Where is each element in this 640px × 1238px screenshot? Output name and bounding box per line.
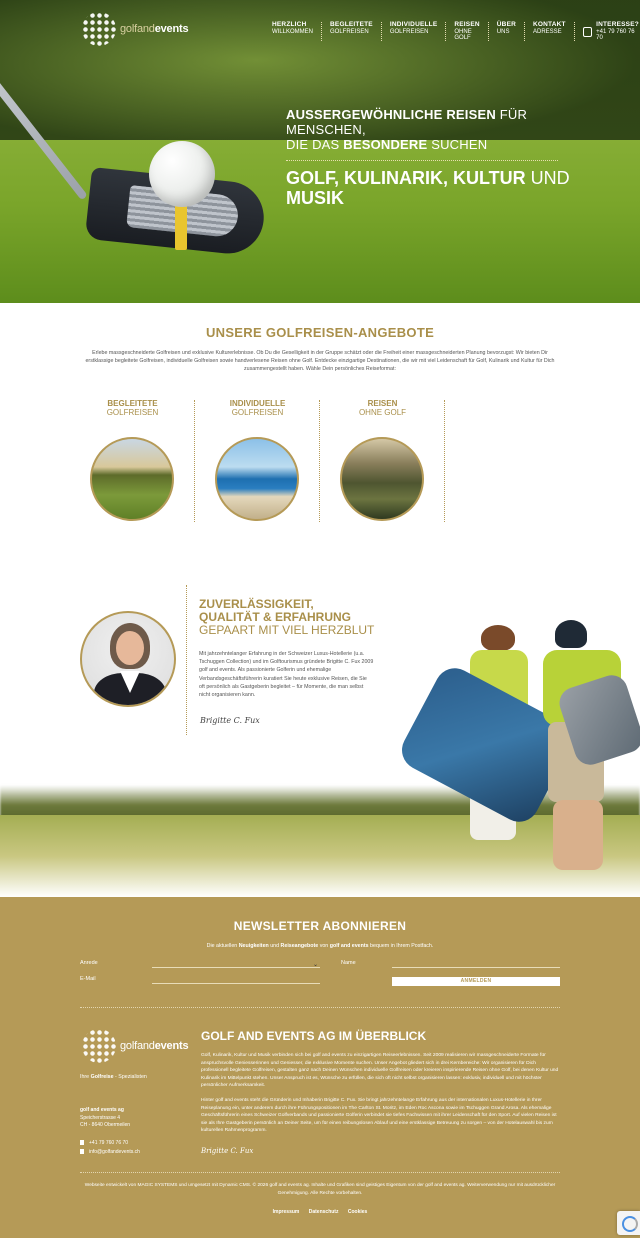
site-logo[interactable] xyxy=(82,12,188,46)
quality-divider xyxy=(186,585,187,735)
footer-signature: Brigitte C. Fux xyxy=(201,1147,254,1155)
anrede-label: Anrede xyxy=(80,960,98,966)
quality-text: Mit jahrzehntelanger Erfahrung in der Schweizer Luxus-Hotellerie (u.a. Tschuggen Collection) und im Golftourismus gründete Brigitte C. Fux 2009 golf and events. Als passionierte Golferin und ehemalige Verbandsgeschäftsführerin kuratiert Sie heute exklusive Reisen, die Sie oft persönlich als Gastgeberin begleitet – für Momente, die man selbst nicht organisieren kann. xyxy=(199,651,374,699)
footer-contact xyxy=(80,1139,140,1157)
offers-heading: UNSERE GOLFREISEN-ANGEBOTE xyxy=(205,325,435,340)
card-begleitete-image[interactable] xyxy=(90,437,174,521)
footer-email[interactable]: info@golfandevents.ch xyxy=(80,1148,140,1157)
hero-divider xyxy=(286,160,558,161)
newsletter-heading: NEWSLETTER ABONNIEREN xyxy=(233,919,407,933)
nav-item-interesse[interactable]: INTERESSE? +41 79 760 76 70 xyxy=(575,22,640,41)
newsletter-section xyxy=(0,897,640,1238)
nav-item-ueber-uns[interactable]: ÜBER UNS xyxy=(489,22,525,41)
email-label: E-Mail xyxy=(80,976,96,982)
chevron-down-icon: ⌄ xyxy=(313,962,319,968)
golf-ball xyxy=(149,141,215,207)
footer-divider xyxy=(80,1172,560,1173)
card-individuelle-image[interactable] xyxy=(215,437,299,521)
footer-tagline: Ihre Golfreise - Spezialisten xyxy=(80,1074,147,1080)
nav-item-individuelle[interactable]: INDIVIDUELLE GOLFREISEN xyxy=(382,22,447,41)
offer-cards xyxy=(70,400,460,525)
offers-intro: Erlebe massgeschneiderte Golfreisen und exklusive Kulturerlebnisse. Ob Du die Geselligkeit in der Gruppe schätzt oder die Freiheit einer massgeschneiderten Planung bevorzugst: Wir bieten Dir erstklassige begleitete Golfreisen, individuelle Golfreisen sowie handverlesene Reisen ohne Golf. Entdecke einzigartige Destinationen, die wir mit viel Leidenschaft für Golf, Kulinarik und Kultur für Dich zusammengestellt haben. Wähle Dein persönliches Reiseformat: xyxy=(85,350,555,372)
overview-text-2: Hinter golf and events steht die Gründerin und Inhaberin Brigitte C. Fux. Sie bringt jahrzehntelange Erfahrung aus der internationalen Luxus-Hotellerie in Ihrer Reiseplanung ein, unter anderem durch ihre Führungspositionen im The Carlton St. Moritz, im Eden Roc Ascona sowie im Tschuggen Grand Arosa. Als ehemalige Geschäftsführerin eines Schweizer Golfverbands und passionierte Golferin verbindet sie tiefes Fachwissen mit ihrer Leidenschaft für den Sport. Auf vielen Reisen ist sie als Ihre Gastgeberin persönlich an Deiner Seite, um für einen reibungslosen Ablauf und eine erstklassige Betreuung zu sorgen – von der Hotelauswahl bis zum kulturellen Rahmenprogramm. xyxy=(201,1098,557,1134)
card-individuelle[interactable]: INDIVIDUELLE GOLFREISEN xyxy=(195,400,320,525)
cookies-link[interactable]: Cookies xyxy=(347,1209,368,1215)
logo-dots-icon xyxy=(82,1029,116,1063)
footer-address: golf and events ag Speicherstrasse 4 CH - 8640 Obermeilen xyxy=(80,1107,131,1128)
overview-heading: GOLF AND EVENTS AG IM ÜBERBLICK xyxy=(201,1029,427,1043)
card-reisen-ohne-golf[interactable]: REISEN OHNE GOLF xyxy=(320,400,445,525)
phone-icon xyxy=(583,27,592,37)
nav-item-reisen[interactable]: REISEN OHNE GOLF xyxy=(446,22,488,41)
hero-section xyxy=(0,0,640,303)
overview-text-1: Golf, Kulinarik, Kultur und Musik verbinden sich bei golf and events zu einzigartigen Reiseerlebnissen. Seit 2009 realisieren wir massgeschneiderte Formate für anspruchsvolle Geniesserinnen und Geniesser, die exklusive Momente suchen. Unser Angebot gliedert sich in drei Kernbereiche: Wir organisieren für Dich professionell begleitete Golfreisen, gestalten ganz nach Deinen Wünschen individuelle Golfreisen oder kreieren inspirierende Reisen ohne Golf, bei denen Kultur und Kulinarik im Mittelpunkt stehen. Unser Anspruch ist es, Wünsche zu erfüllen, die sich oft nicht selbst organisieren lassen: exklusiv, individuell und mit höchster persönlicher Aufmerksamkeit. xyxy=(201,1053,559,1089)
phone-icon xyxy=(80,1140,84,1145)
name-field[interactable] xyxy=(392,960,560,968)
card-reisen-image[interactable] xyxy=(340,437,424,521)
nav-item-kontakt[interactable]: KONTAKT ADRESSE xyxy=(525,22,575,41)
nav-item-willkommen[interactable]: HERZLICH WILLKOMMEN xyxy=(272,22,322,41)
email-field[interactable] xyxy=(152,976,320,984)
impressum-link[interactable]: Impressum xyxy=(272,1209,300,1215)
logo-text-suffix: events xyxy=(154,23,189,35)
logo-text-mid: and xyxy=(136,23,155,35)
quality-heading: ZUVERLÄSSIGKEIT, QUALITÄT & ERFAHRUNG GEPAART MIT VIEL HERZBLUT xyxy=(199,597,375,638)
anrede-select[interactable] xyxy=(152,960,320,968)
founder-portrait xyxy=(80,611,176,707)
newsletter-divider xyxy=(80,1007,560,1008)
main-nav xyxy=(272,22,640,41)
footer-links xyxy=(0,1209,640,1215)
datenschutz-link[interactable]: Datenschutz xyxy=(308,1209,339,1215)
logo-dots-icon xyxy=(82,12,116,46)
name-label: Name xyxy=(341,960,356,966)
mail-icon xyxy=(80,1149,84,1154)
quality-signature: Brigitte C. Fux xyxy=(200,716,260,725)
newsletter-text: Die aktuellen Neuigkeiten und Reiseangebote von golf and events bequem in Ihrem Postfach. xyxy=(206,943,434,949)
card-begleitete[interactable]: BEGLEITETE GOLFREISEN xyxy=(70,400,195,525)
recaptcha-badge[interactable] xyxy=(617,1211,640,1235)
nav-item-begleitete[interactable]: BEGLEITETE GOLFREISEN xyxy=(322,22,382,41)
copyright-text: Webseite entwickelt von MAGIC SYSTEMS und umgesetzt mit Dynamic CMS. © 2026 golf and events ag. Inhalte und Grafiken sind geistiges Eigentum von der golf and events ag. Weiterverwendung nur mit ausdrücklicher Genehmigung. Alle Rechte vorbehalten. xyxy=(84,1183,556,1196)
footer-logo[interactable]: golfandevents xyxy=(82,1029,188,1063)
footer-phone[interactable]: +41 79 760 76 70 xyxy=(80,1139,140,1148)
hero-headline: AUSSERGEWÖHNLICHE REISEN FÜR MENSCHEN, DIE DAS BESONDERE SUCHEN GOLF, KULINARIK, KULTUR UND MUSIK xyxy=(286,107,570,208)
golf-tee xyxy=(175,200,187,250)
card-divider xyxy=(444,400,445,522)
logo-text-prefix: golf xyxy=(120,23,137,35)
subscribe-button[interactable]: ANMELDEN xyxy=(392,977,560,986)
